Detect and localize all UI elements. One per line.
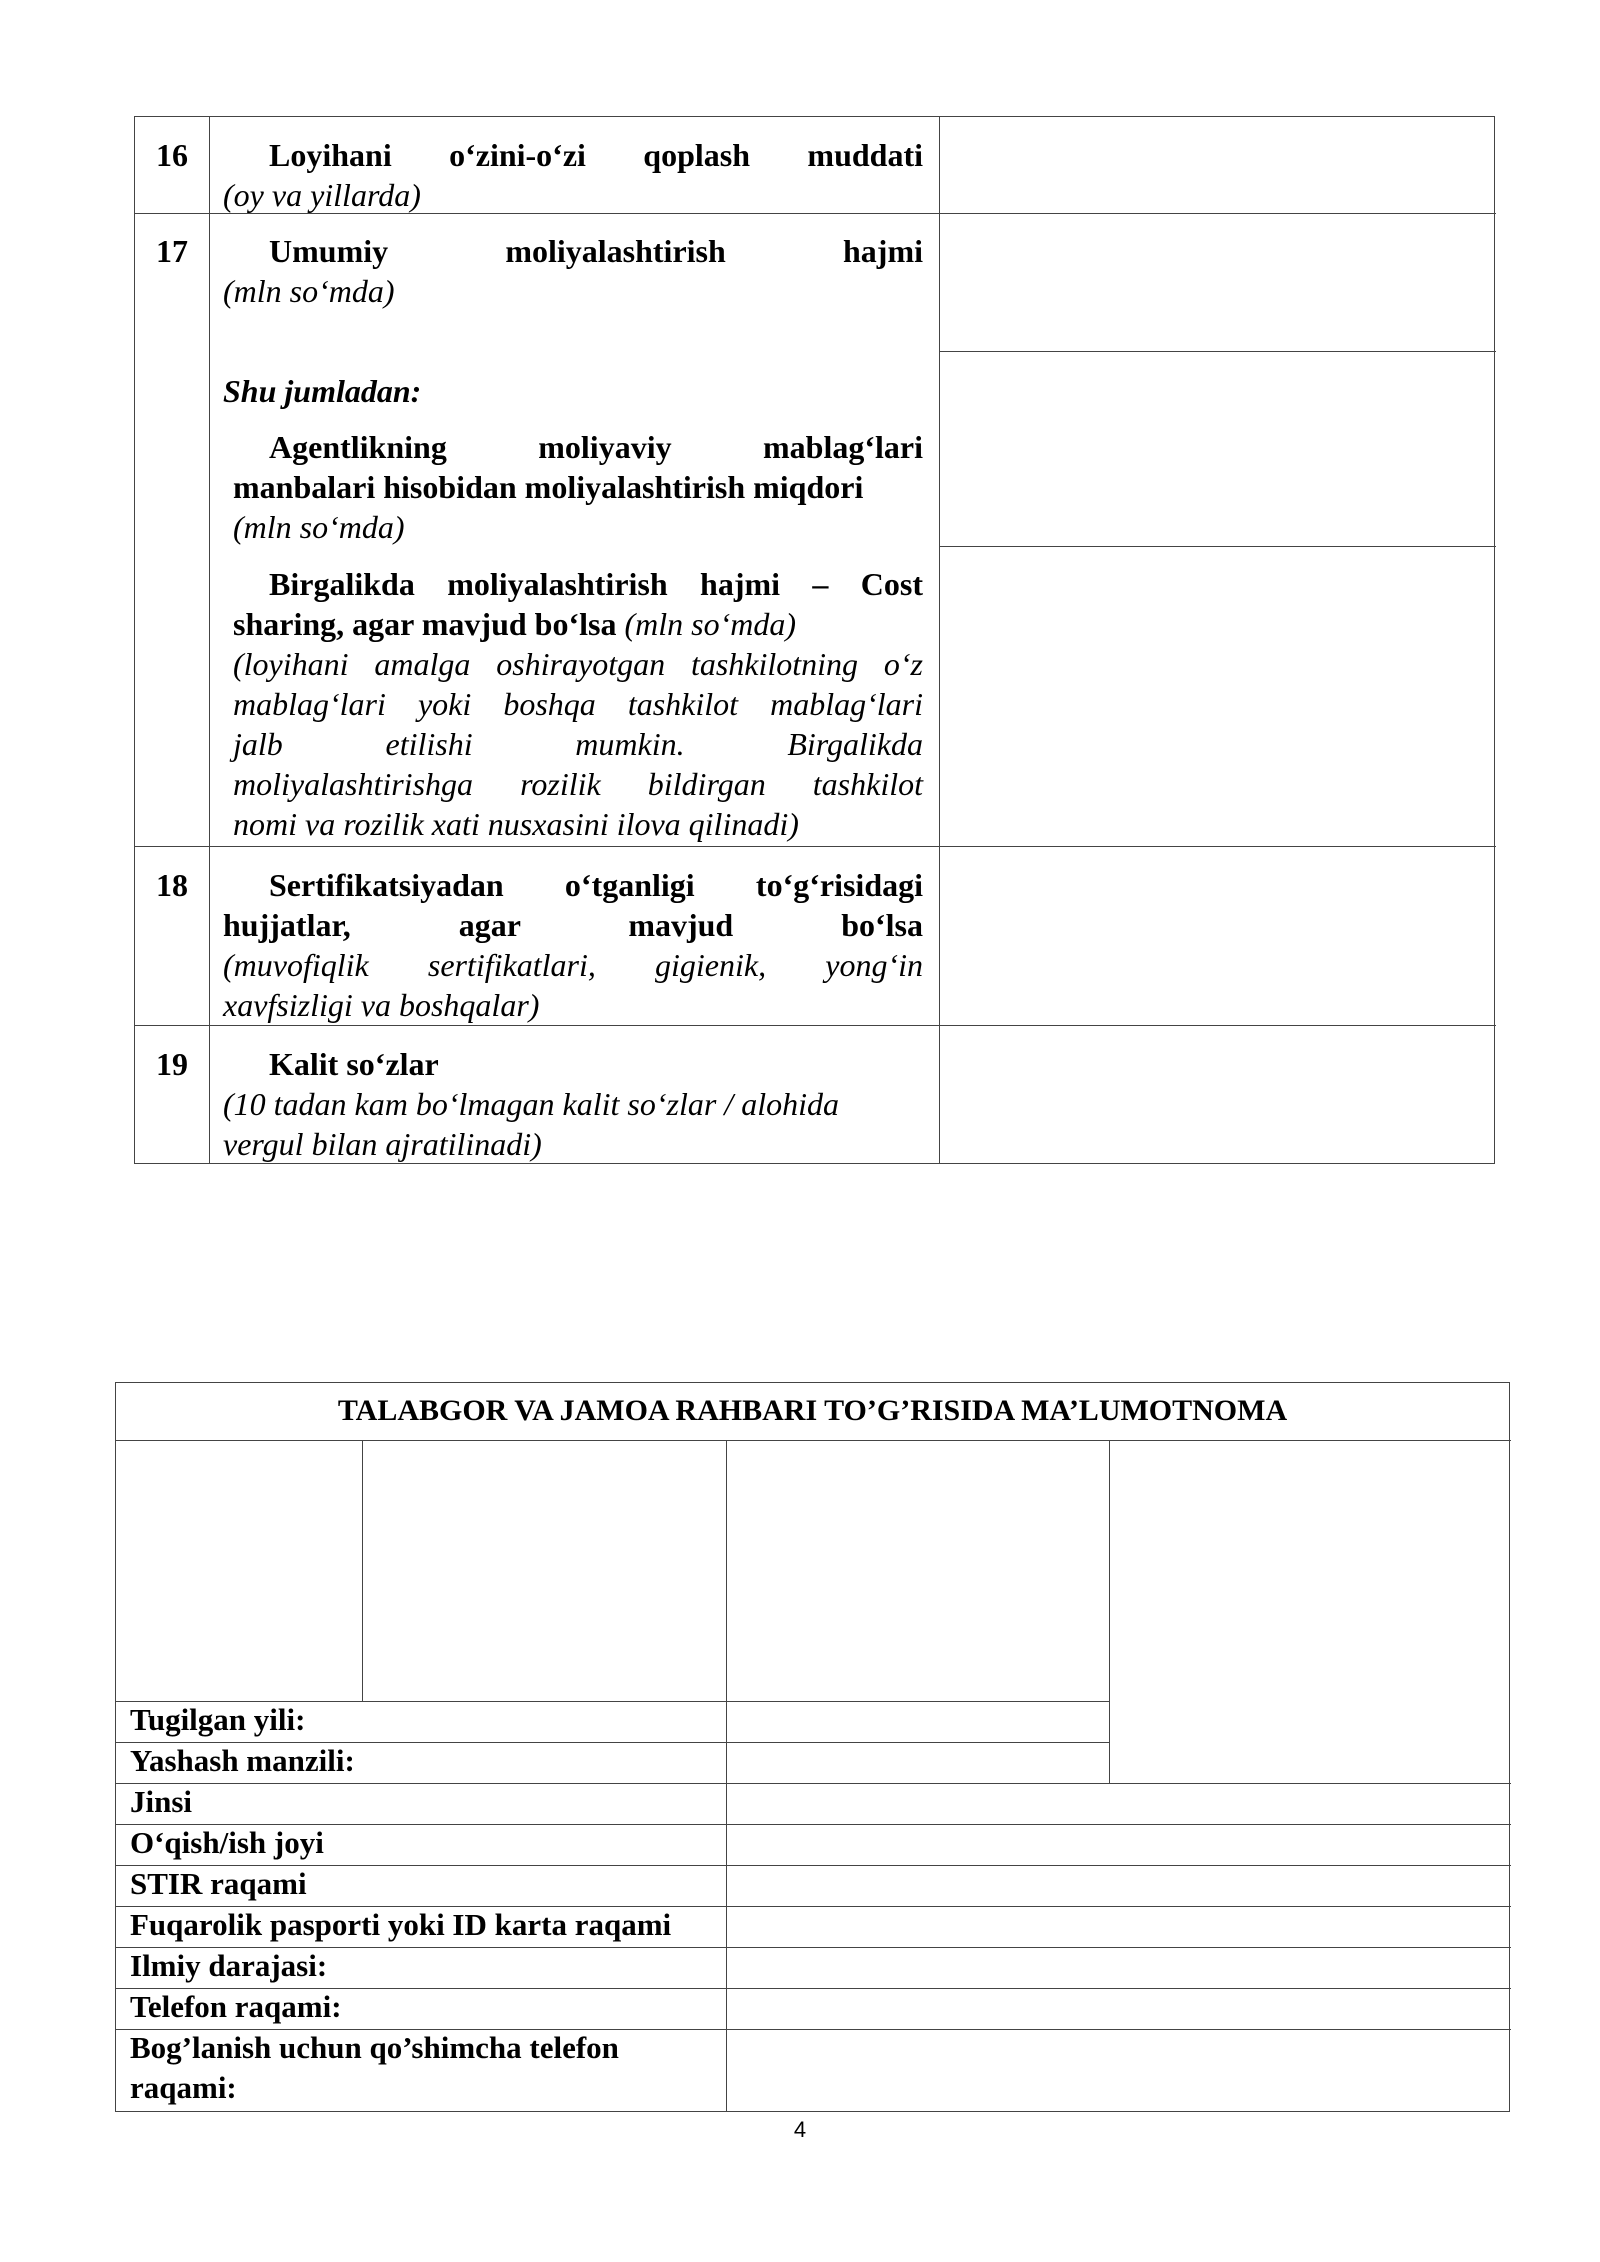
row-19-label: Kalit so‘zlar (10 tadan kam bo‘lmagan kalit so‘zlar / alohida vergul bilan ajratilinadi) xyxy=(223,1046,839,1162)
extra-phone-value[interactable] xyxy=(728,2031,1509,2111)
row-divider xyxy=(116,1783,1511,1784)
stir-label: STIR raqami xyxy=(130,1866,307,1901)
column-divider xyxy=(726,1440,727,2111)
row-divider xyxy=(135,846,1496,847)
row-number: 16 xyxy=(156,137,188,173)
row-number: 18 xyxy=(156,867,188,903)
row-divider xyxy=(116,1824,1511,1825)
row-divider xyxy=(135,1025,1496,1026)
row-16-value-cell[interactable] xyxy=(941,117,1496,213)
gender-value[interactable] xyxy=(728,1785,1509,1824)
row-18-value-cell[interactable] xyxy=(941,848,1496,1025)
empty-cell[interactable] xyxy=(116,1442,362,1701)
cost-sharing-label: Birgalikda moliyalashtirish hajmi – Cost sharing, agar mavjud bo‘lsa (mln so‘mda) (loyihani amalga oshirayotgan tashkilotning o‘z mablag‘lari yoki boshqa tashkilot mablag‘lari jalb etilishi mumkin. Birgalikda moliyalashtirishga rozilik bildirgan tashkilot nomi va rozilik xati nusxasini ilova qilinadi) xyxy=(233,566,923,842)
row-title: Umumiy moliyalashtirish hajmi xyxy=(269,233,923,269)
row-17-agency-value-cell[interactable] xyxy=(941,353,1496,546)
row-17-total-value-cell[interactable] xyxy=(941,215,1496,351)
row-18-label: Sertifikatsiyadan o‘tganligi to‘g‘risidagi hujjatlar, agar mavjud bo‘lsa (muvofiqlik sertifikatlari, gigienik, yong‘in xavfsizligi va boshqalar) xyxy=(223,867,923,1023)
page-number: 4 xyxy=(793,2117,807,2142)
agency-funding-label: Agentlikning moliyaviy mablag‘lari manbalari hisobidan moliyalashtirish miqdori (mln so‘mda) xyxy=(233,429,923,545)
column-divider xyxy=(939,117,940,1163)
row-divider xyxy=(939,546,1496,547)
address-value[interactable] xyxy=(728,1744,1109,1783)
passport-label: Fuqarolik pasporti yoki ID karta raqami xyxy=(130,1907,672,1942)
passport-value[interactable] xyxy=(728,1908,1509,1947)
row-divider xyxy=(939,351,1496,352)
workplace-value[interactable] xyxy=(728,1826,1509,1865)
row-title: Loyihani o‘zini-o‘zi qoplash muddati xyxy=(269,137,923,173)
row-divider xyxy=(116,1865,1511,1866)
subheading: Shu jumladan: xyxy=(223,373,422,409)
photo-cell[interactable] xyxy=(1111,1442,1509,1783)
degree-label: Ilmiy darajasi: xyxy=(130,1948,328,1983)
address-label: Yashash manzili: xyxy=(130,1743,355,1778)
column-divider xyxy=(1109,1440,1110,1783)
row-note: (oy va yillarda) xyxy=(223,177,421,213)
workplace-label: O‘qish/ish joyi xyxy=(130,1825,324,1860)
row-17-label xyxy=(223,231,923,311)
row-17-cost-sharing-value-cell[interactable] xyxy=(941,548,1496,846)
project-details-table xyxy=(134,116,1495,1164)
row-16-label xyxy=(223,135,923,215)
row-divider xyxy=(116,1440,1511,1441)
phone-label: Telefon raqami: xyxy=(130,1989,342,2024)
table-title: TALABGOR VA JAMOA RAHBARI TO’G’RISIDA MA’LUMOTNOMA xyxy=(337,1394,1288,1427)
row-note: (mln so‘mda) xyxy=(223,273,395,309)
birth-year-label: Tugilgan yili: xyxy=(130,1702,306,1737)
row-number: 19 xyxy=(156,1046,188,1082)
empty-cell[interactable] xyxy=(364,1442,726,1701)
extra-phone-label: Bog’lanish uchun qo’shimcha telefon raqami: xyxy=(130,2030,619,2105)
gender-label: Jinsi xyxy=(130,1784,193,1819)
row-19-value-cell[interactable] xyxy=(941,1027,1496,1163)
row-number: 17 xyxy=(156,233,188,269)
applicant-info-table xyxy=(115,1382,1510,2112)
phone-value[interactable] xyxy=(728,1990,1509,2029)
stir-value[interactable] xyxy=(728,1867,1509,1906)
empty-cell[interactable] xyxy=(728,1442,1109,1701)
column-divider xyxy=(209,117,210,1163)
degree-value[interactable] xyxy=(728,1949,1509,1988)
column-divider xyxy=(362,1440,363,1701)
birth-year-value[interactable] xyxy=(728,1703,1109,1742)
